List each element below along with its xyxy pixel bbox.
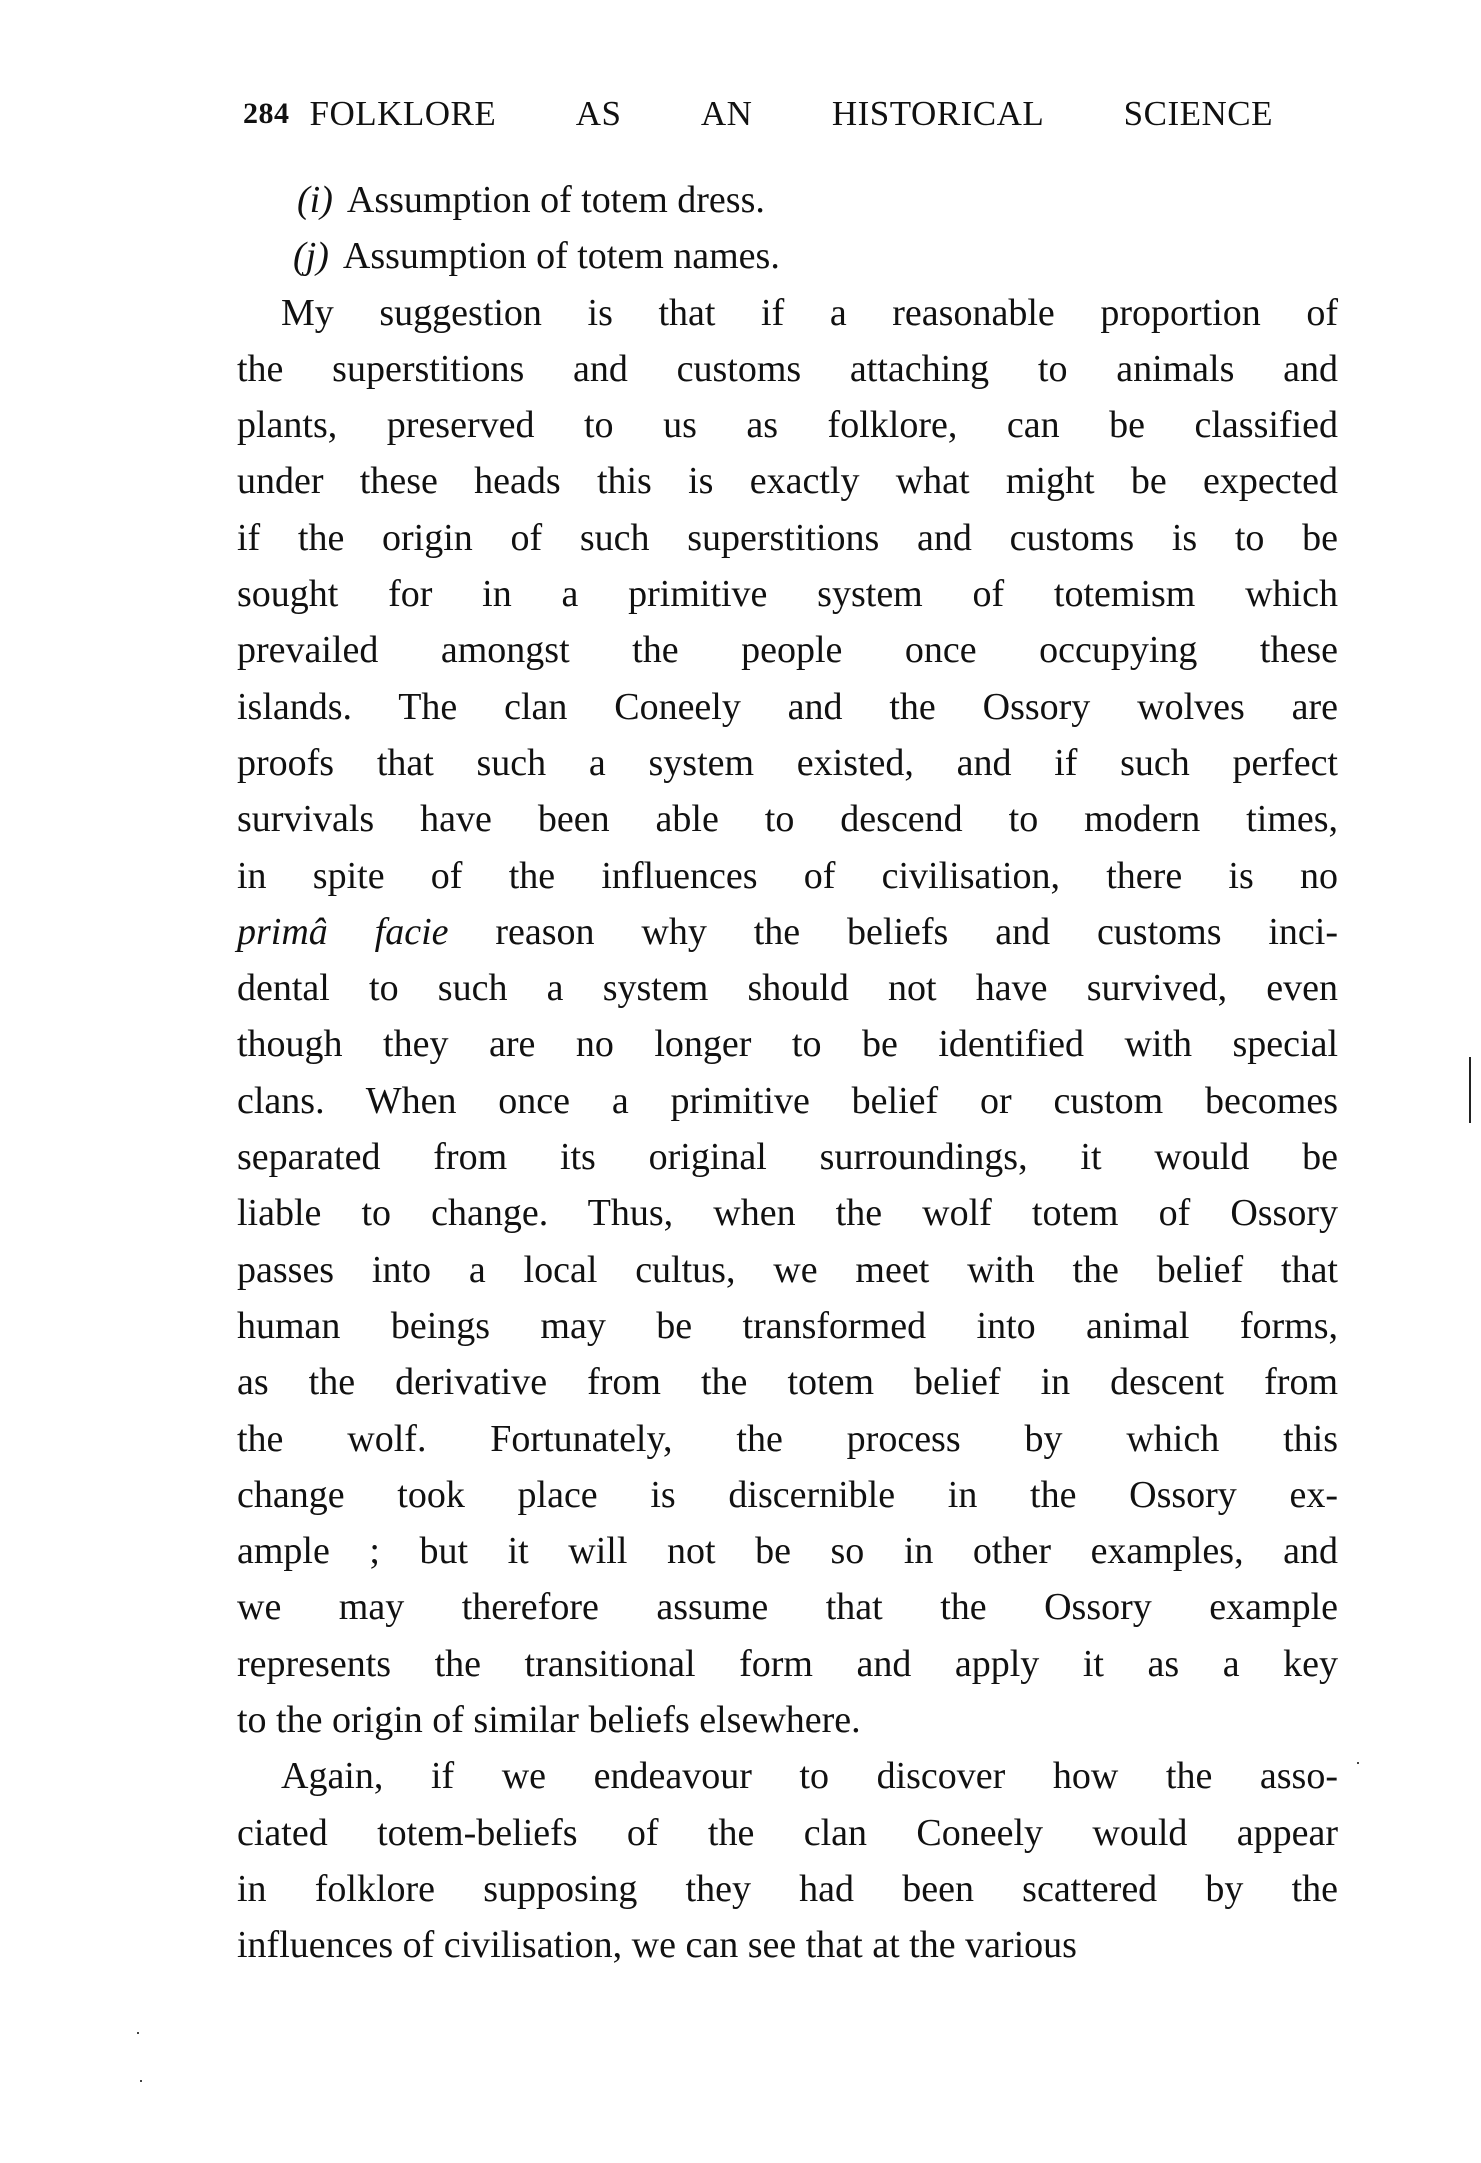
head-word: AN [700,94,753,133]
text-line: if the origin of such superstitions and customs is to be [237,516,1338,559]
text-line: liable to change. Thus, when the wolf totem of Ossory [237,1192,1338,1235]
text-line: the wolf. Fortunately, the process by which this [237,1417,1338,1460]
text-line: human beings may be transformed into animal forms, [237,1304,1338,1347]
head-word: AS [575,94,622,133]
list-item-i [237,172,1338,228]
text-line: we may therefore assume that the Ossory example [237,1586,1338,1629]
text-line: My suggestion is that if a reasonable proportion of [281,291,1338,334]
text-line: ample ; but it will not be so in other examples, and [237,1530,1338,1573]
page-number: 284 [243,97,290,130]
text-line: dental to such a system should not have survived, even [237,967,1338,1010]
text-line: plants, preserved to us as folklore, can be classified [237,404,1338,447]
line-text: reason why the beliefs and customs inci- [448,910,1339,953]
head-word: HISTORICAL [831,94,1045,133]
scan-speck [1357,1762,1359,1764]
text-line: represents the transitional form and apply it as a key [237,1642,1338,1685]
text-line [237,904,1338,960]
paragraphs [237,285,1338,1974]
text-line: in spite of the influences of civilisation, there is no [237,854,1338,897]
text-line: islands. The clan Coneely and the Ossory wolves are [237,685,1338,728]
text-line: Again, if we endeavour to discover how the asso- [281,1755,1338,1798]
text-line: the superstitions and customs attaching to animals and [237,347,1338,390]
running-head-title [310,94,1274,134]
text-line: though they are no longer to be identified with special [237,1023,1338,1066]
list-item-text: Assumption of totem dress. [346,179,765,221]
scan-artifact-mark [1469,1057,1471,1123]
text-line: proofs that such a system existed, and if such perfect [237,741,1338,784]
text-line: in folklore supposing they had been scattered by the [237,1867,1338,1910]
text-line: as the derivative from the totem belief in descent from [237,1361,1338,1404]
text-line: change took place is discernible in the Ossory ex- [237,1473,1338,1516]
list-item-j [237,228,1338,284]
text-line: prevailed amongst the people once occupying these [237,629,1338,672]
list-marker: (i) [297,179,333,221]
text-line: sought for in a primitive system of totemism which [237,573,1338,616]
scan-speck [140,2080,142,2082]
running-head [243,94,1273,134]
text-line: under these heads this is exactly what might be expected [237,460,1338,503]
text-line: passes into a local cultus, we meet with the belief that [237,1248,1338,1291]
text-line: survivals have been able to descend to modern times, [237,798,1338,841]
text-line: ciated totem-beliefs of the clan Coneely would appear [237,1811,1338,1854]
body-text [237,172,1338,1974]
text-line: to the origin of similar beliefs elsewhere. [237,1699,861,1742]
list-item-text: Assumption of totem names. [342,235,780,278]
text-line: separated from its original surroundings, it would be [237,1136,1338,1179]
list-marker: (j) [293,235,329,278]
paragraph [237,1748,1338,1973]
paragraph [237,285,1338,1749]
scan-speck [137,2032,139,2034]
italic-phrase: primâ facie [237,910,449,953]
text-line: influences of civilisation, we can see that at the various [237,1924,1077,1967]
head-word: FOLKLORE [309,94,497,133]
head-word: SCIENCE [1123,94,1273,133]
text-line: clans. When once a primitive belief or custom becomes [237,1079,1338,1122]
